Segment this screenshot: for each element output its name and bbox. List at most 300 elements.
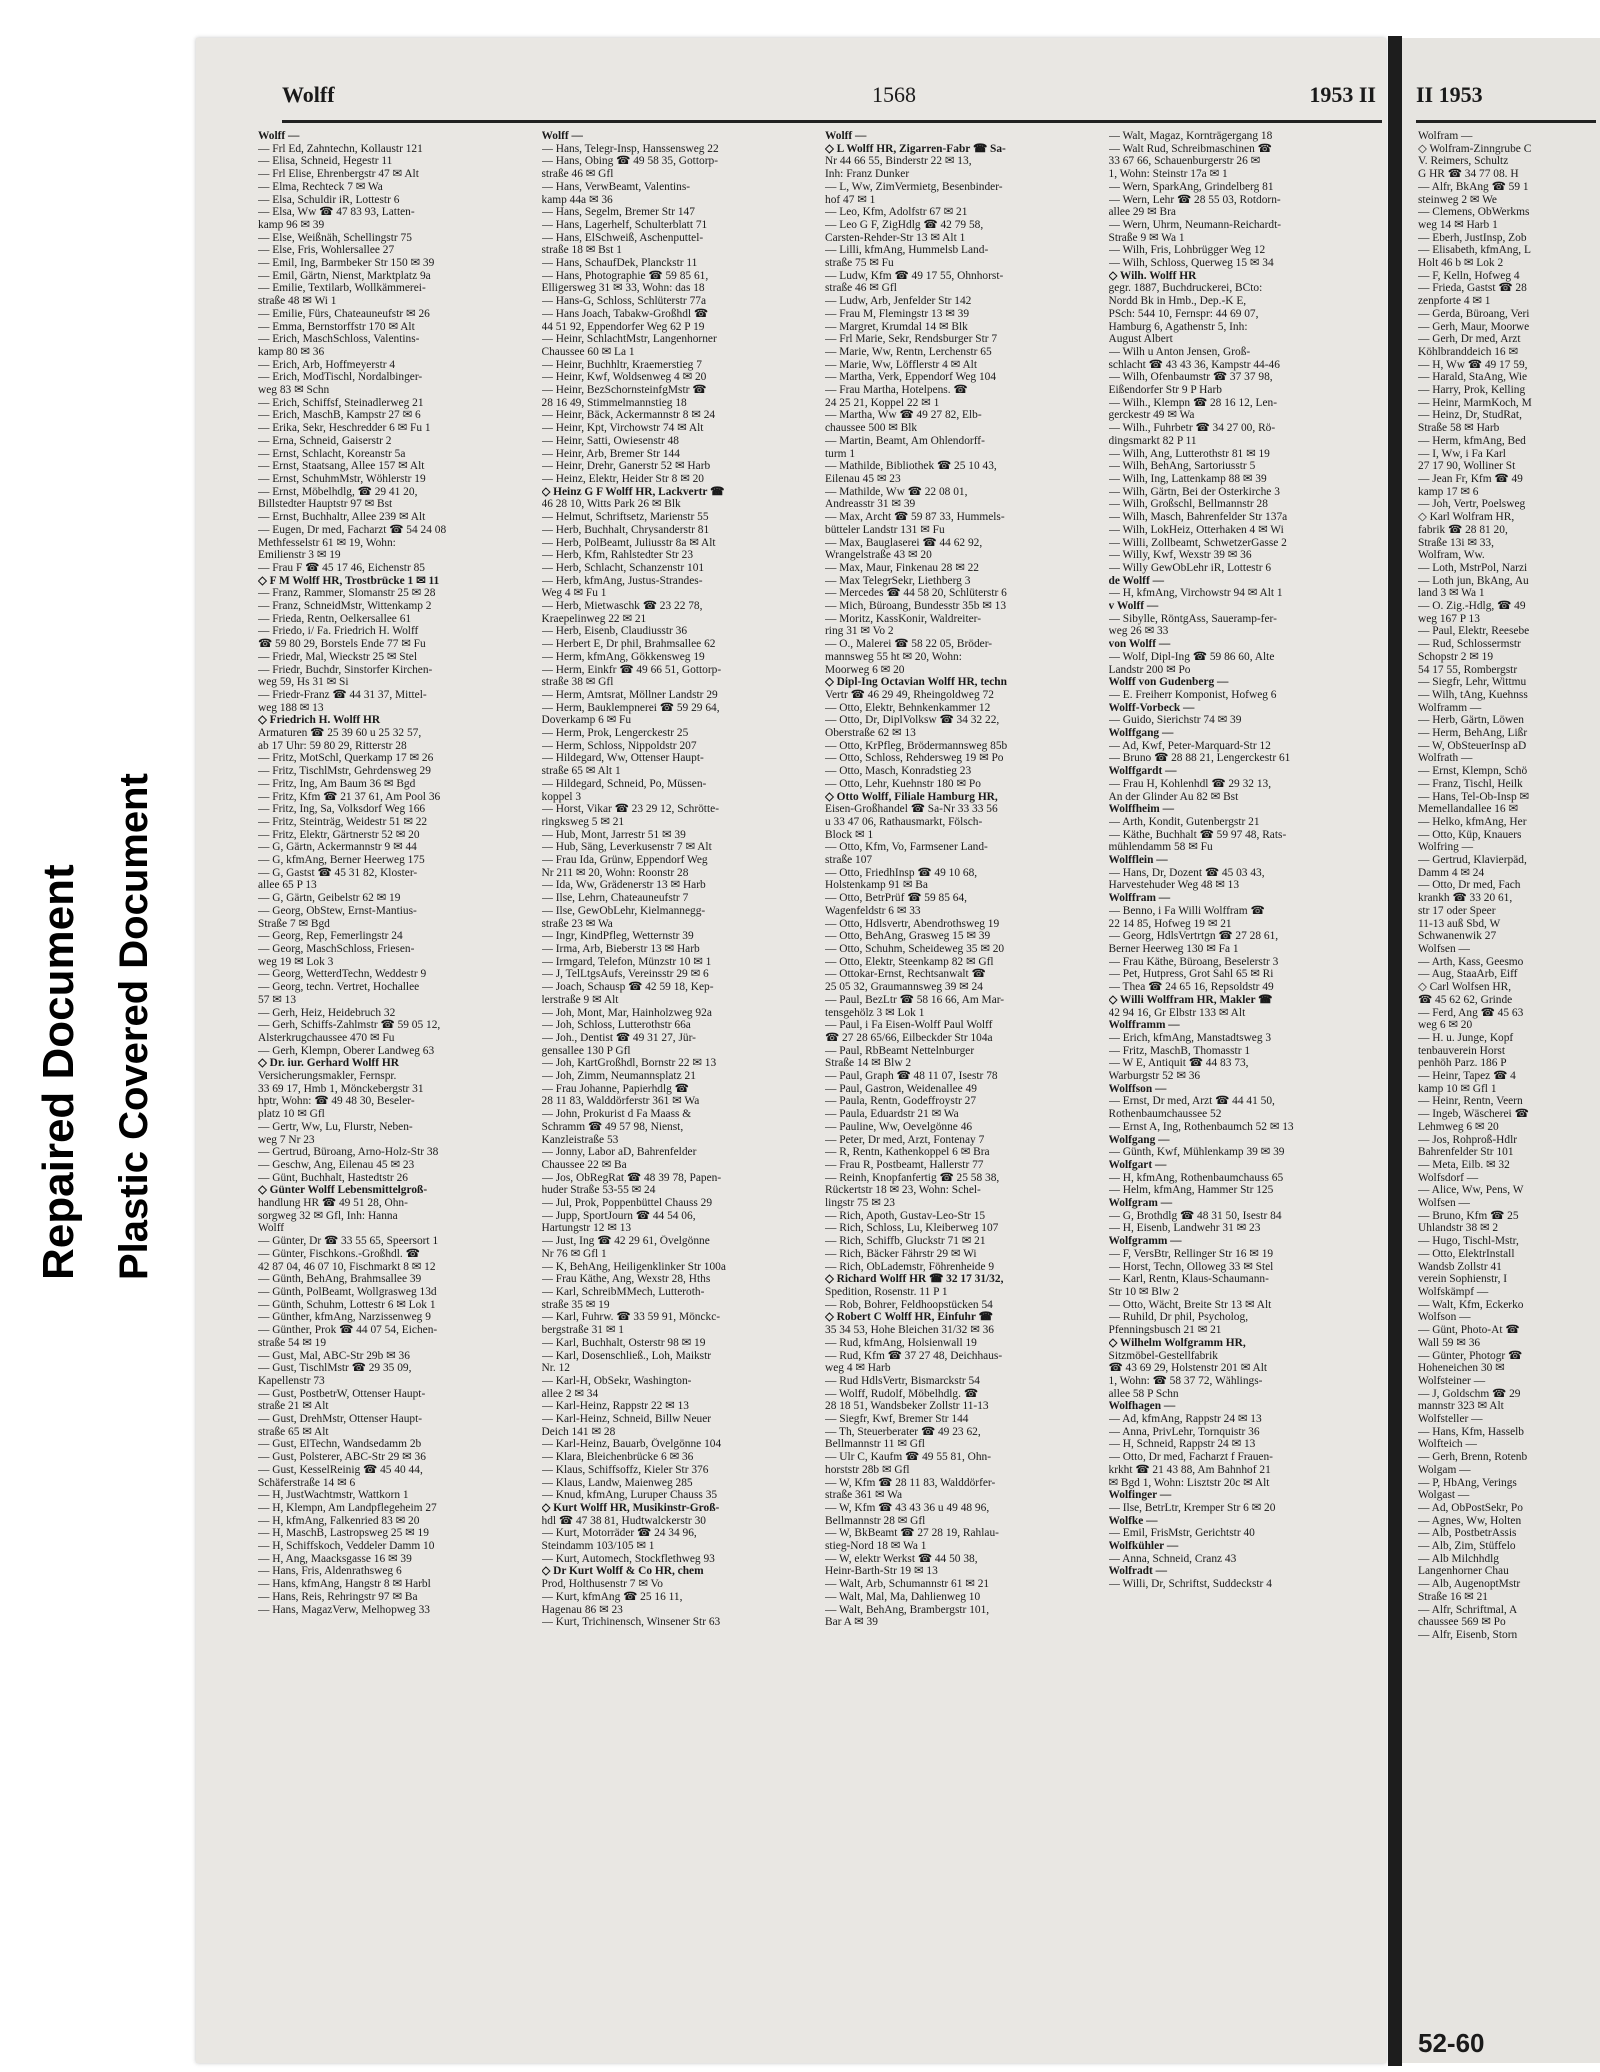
directory-entry: — Margret, Krumdal 14 ✉ Blk	[825, 320, 968, 333]
directory-entry: — Alfr, Eisenb, Storn	[1418, 1628, 1518, 1641]
directory-entry: Wolframm —	[1418, 701, 1482, 714]
directory-entry: Wolfson —	[1418, 1311, 1471, 1324]
directory-entry: — Hans, Fris, Aldenrathsweg 6	[258, 1565, 402, 1578]
directory-entry: str 17 oder Speer	[1418, 904, 1496, 917]
directory-entry: 1, Wohn: Steinstr 17a ✉ 1	[1108, 168, 1228, 181]
directory-entry: — Paul, Elektr, Reesebe	[1418, 625, 1530, 638]
directory-entry: — W, Kfm ☎ 43 43 36 u 49 48 96,	[825, 1501, 990, 1514]
directory-entry: — Günter, Photogr ☎	[1418, 1349, 1523, 1362]
directory-entry: von Wolff —	[1108, 638, 1171, 651]
directory-entry: — Elisabeth, kfmAng, L	[1418, 244, 1531, 257]
running-head-year: 1953 II	[1309, 82, 1376, 107]
directory-entry: — W, ObSteuerInsp aD	[1418, 739, 1527, 752]
directory-entry: — Walt, Magaz, Kornträgergang 18	[1108, 130, 1273, 142]
directory-entry: — Karl, Dosenschließ., Loh, Maikstr	[541, 1349, 712, 1362]
directory-entry: weg 14 ✉ Harb 1	[1418, 218, 1498, 231]
directory-entry: Eilenau 45 ✉ 23	[825, 472, 901, 485]
directory-entry: Landstr 200 ✉ Po	[1108, 663, 1191, 676]
directory-entry: — Karl-Heinz, Rappstr 22 ✉ 13	[541, 1400, 689, 1413]
directory-entry: ☎ 43 69 29, Holstenstr 201 ✉ Alt	[1108, 1362, 1268, 1375]
directory-entry: — G, kfmAng, Berner Heerweg 175	[258, 854, 425, 867]
directory-entry: — Otto, Schloss, Rehdersweg 19 ✉ Po	[825, 752, 1004, 765]
directory-entry: — Frieda, Gastst ☎ 28	[1418, 282, 1527, 295]
directory-entry: Wolfrath —	[1418, 752, 1473, 765]
directory-entry: — Pet, Hutpress, Grot Sahl 65 ✉ Ri	[1108, 968, 1274, 981]
directory-entry: — Rich, Schiffb, Gluckstr 71 ✉ 21	[825, 1235, 986, 1248]
directory-entry: — Fritz, TischlMstr, Gehrdensweg 29	[258, 765, 431, 778]
directory-entry: — H, kfmAng, Falkenried 83 ✉ 20	[258, 1514, 420, 1527]
directory-entry: 22 14 85, Hofweg 19 ✉ 21	[1108, 917, 1232, 930]
directory-entry: — Alb, Zim, Stüffelo	[1418, 1540, 1516, 1553]
directory-entry: — Rich, Apoth, Gustav-Leo-Str 15	[825, 1209, 986, 1222]
directory-entry: — Georg, MaschSchloss, Friesen-	[258, 943, 415, 955]
directory-entry: — Harry, Prok, Kelling	[1418, 384, 1526, 397]
directory-entry: — Frl Marie, Sekr, Rendsburger Str 7	[825, 333, 998, 346]
directory-entry: — Otto, Dr, DiplVolksw ☎ 34 32 22,	[825, 714, 1000, 727]
directory-entry: weg 167 P 13	[1418, 612, 1480, 625]
directory-entry: — Ilse, BetrLtr, Kremper Str 6 ✉ 20	[1108, 1501, 1276, 1514]
directory-entry: ◇ Carl Wolfsen HR,	[1418, 981, 1512, 994]
directory-entry: ☎ 27 28 65/66, Eilbeckder Str 104a	[825, 1031, 993, 1044]
directory-entry: — Gerh, Heiz, Heidebruch 32	[258, 1006, 396, 1019]
directory-entry: — Helmut, Schriftsetz, Marienstr 55	[541, 511, 709, 524]
directory-entry: — Walt, Arb, Schumannstr 61 ✉ 21	[825, 1578, 990, 1591]
directory-entry: ☎ 45 62 62, Grinde	[1418, 993, 1513, 1006]
directory-entry: Warburgstr 52 ✉ 36	[1108, 1070, 1201, 1083]
directory-entry: — Günther, Prok ☎ 44 07 54, Eichen-	[258, 1324, 438, 1337]
directory-entry: — Käthe, Buchhalt ☎ 59 97 48, Rats-	[1108, 828, 1287, 841]
directory-entry: platz 10 ✉ Gfl	[258, 1108, 325, 1121]
directory-entry: — Wilh, Schloss, Querweg 15 ✉ 34	[1108, 257, 1274, 270]
directory-entry: — Joh, KartGroßhdl, Bornstr 22 ✉ 13	[541, 1057, 717, 1070]
directory-entry: — Georg, techn. Vertret, Hochallee	[258, 981, 420, 994]
directory-entry: — Else, Weißnäh, Schellingstr 75	[258, 231, 412, 244]
directory-entry: — Hugo, Tischl-Mstr,	[1418, 1235, 1519, 1248]
directory-entry: Spedition, Rosenstr. 11 P 1	[825, 1285, 948, 1298]
directory-entry: straße 46 ✉ Gfl	[541, 168, 614, 181]
directory-entry: ◇ Karl Wolfram HR,	[1418, 511, 1515, 524]
directory-column	[825, 130, 1101, 2050]
directory-entry: — Fritz, Elektr, Gärtnerstr 52 ✉ 20	[258, 828, 420, 841]
directory-entry: — Irma, Arb, Bieberstr 13 ✉ Harb	[541, 943, 700, 955]
directory-entry: — Heinr, SchlachtMstr, Langenhorner	[541, 333, 717, 346]
directory-entry: — Fritz, Steinträg, Weidestr 51 ✉ 22	[258, 815, 428, 828]
directory-entry: Wolff —	[541, 130, 583, 142]
directory-entry: — Franz, SchneidMstr, Wittenkamp 2	[258, 600, 432, 613]
directory-entry: Hamburg 6, Agathenstr 5, Inh:	[1108, 320, 1248, 333]
directory-entry: — Kurt, Motorräder ☎ 24 34 96,	[541, 1527, 697, 1540]
directory-entry: — Wilh., Klempn ☎ 28 16 12, Len-	[1108, 396, 1278, 409]
directory-entry: — Heinz, Elektr, Heider Str 8 ✉ 20	[541, 472, 705, 485]
directory-entry: — Kurt, kfmAng ☎ 25 16 11,	[541, 1590, 683, 1603]
directory-entry: 27 17 90, Wolliner St	[1418, 460, 1516, 473]
directory-entry: Straße 7 ✉ Bgd	[258, 917, 330, 930]
directory-entry: Harvestehuder Weg 48 ✉ 13	[1108, 879, 1240, 892]
directory-entry: Berner Heerweg 130 ✉ Fa 1	[1108, 943, 1239, 955]
directory-entry: weg 188 ✉ 13	[258, 701, 324, 714]
directory-entry: Wolfsen —	[1418, 943, 1470, 955]
directory-entry: — Herbert E, Dr phil, Brahmsallee 62	[541, 638, 716, 651]
directory-entry: — Friedo, i/ Fa. Friedrich H. Wolff	[258, 625, 419, 638]
directory-entry: — Alb, AugenoptMstr	[1418, 1578, 1521, 1591]
directory-entry: — Rich, ObLademstr, Föhrenheide 9	[825, 1260, 995, 1273]
directory-entry: Andreasstr 31 ✉ 39	[825, 498, 916, 511]
directory-entry: tensgehölz 3 ✉ Lok 1	[825, 1006, 925, 1019]
directory-entry: — Georg, HdlsVertrtgn ☎ 27 28 61,	[1108, 930, 1279, 943]
directory-entry: — Heinr, Kpt, Virchowstr 74 ✉ Alt	[541, 422, 704, 435]
directory-entry: schlacht ☎ 43 43 36, Kampstr 44-46	[1108, 358, 1280, 371]
directory-page	[196, 38, 1386, 2063]
directory-entry: — Wern, SparkAng, Grindelberg 81	[1108, 180, 1274, 193]
directory-entry: Kraepelinweg 22 ✉ 21	[541, 612, 647, 625]
directory-entry: — Fritz, MaschB, Thomasstr 1	[1108, 1044, 1251, 1057]
directory-entry: — Günth, Schuhm, Lottestr 6 ✉ Lok 1	[258, 1298, 436, 1311]
directory-entry: — Jos, Rohproß-Hdlr	[1418, 1133, 1518, 1146]
directory-entry: — Günth, PolBeamt, Wollgrasweg 13d	[258, 1285, 437, 1298]
directory-entry: — Paul, Gastron, Weidenallee 49	[825, 1082, 977, 1095]
directory-entry: — Günt, Photo-At ☎	[1418, 1324, 1520, 1337]
directory-entry: — Otto, Lehr, Kuehnstr 180 ✉ Po	[825, 777, 981, 790]
directory-entry: stieg-Nord 18 ✉ Wa 1	[825, 1540, 927, 1553]
directory-entry: — Loth, MstrPol, Narzi	[1418, 561, 1528, 574]
directory-entry: Wolfram, Ww.	[1418, 549, 1485, 562]
directory-entry: — Sibylle, RöntgAss, Saueramp-fer-	[1108, 612, 1277, 625]
directory-entry: — Heinr, Arb, Bremer Str 144	[541, 447, 680, 460]
directory-entry: — Wilh, Ing, Lattenkamp 88 ✉ 39	[1108, 472, 1267, 485]
directory-entry: — O., Malerei ☎ 58 22 05, Bröder-	[825, 638, 993, 651]
directory-entry: — Heinr, MarmKoch, M	[1418, 396, 1532, 409]
directory-entry: — H, JustWachtmstr, Wattkorn 1	[258, 1489, 409, 1502]
directory-entry: — Wilh, Großschl, Bellmannstr 28	[1108, 498, 1268, 511]
directory-entry: Wandsb Zollstr 41	[1418, 1260, 1502, 1273]
directory-entry: — Frau R, Postbeamt, Hallerstr 77	[825, 1158, 984, 1171]
page-gutter	[1388, 36, 1402, 2066]
directory-entry: gegr. 1887, Buchdruckerei, BCto:	[1108, 282, 1263, 295]
directory-entry: — Walt, Mal, Ma, Dahlienweg 10	[825, 1590, 981, 1603]
directory-entry: 28 18 51, Wandsbeker Zollstr 11-13	[825, 1400, 989, 1413]
directory-entry: Lehmweg 6 ✉ 20	[1418, 1120, 1499, 1133]
directory-entry: — Horst, Techn, Olloweg 33 ✉ Stel	[1108, 1260, 1274, 1273]
directory-entry: — Ulr C, Kaufm ☎ 49 55 81, Ohn-	[825, 1451, 992, 1464]
directory-entry: Holstenkamp 91 ✉ Ba	[825, 879, 928, 892]
directory-entry: Wolfgram —	[1108, 1197, 1173, 1210]
directory-entry: — Herb, Mietwaschk ☎ 23 22 78,	[541, 600, 703, 613]
directory-entry: — John, Prokurist d Fa Maass &	[541, 1108, 692, 1121]
directory-entry: — Rich, Schloss, Lu, Kleiberweg 107	[825, 1222, 999, 1235]
directory-entry: — Otto, BetrPrüf ☎ 59 85 64,	[825, 892, 968, 905]
directory-entry: — Franz, Rammer, Slomanstr 25 ✉ 28	[258, 587, 436, 600]
directory-entry: — Hans, SchaufDek, Planckstr 11	[541, 257, 698, 270]
directory-entry: allee 2 ✉ 34	[541, 1387, 599, 1400]
directory-entry: — Joh, Zimm, Neumannsplatz 21	[541, 1070, 696, 1083]
directory-entry: — Frau Martha, Hotelpens. ☎	[825, 384, 968, 397]
directory-entry: Nr 211 ✉ 20, Wohn: Roonstr 28	[541, 866, 689, 879]
directory-entry: Bellmannstr 28 ✉ Gfl	[825, 1514, 926, 1527]
directory-entry: — O. Zig.-Hdlg, ☎ 49	[1418, 600, 1526, 613]
directory-entry: Nordd Bk in Hmb., Dep.-K E,	[1108, 295, 1247, 308]
directory-entry: — Frau H, Kohlenhdl ☎ 29 32 13,	[1108, 777, 1272, 790]
directory-entry: — Gust, ElTechn, Wandsedamm 2b	[258, 1438, 422, 1451]
directory-entry: — Paul, RbBeamt Nettelnburger	[825, 1044, 975, 1057]
directory-entry: — Herm, BehAng, Lißr	[1418, 727, 1528, 740]
directory-entry: — Fritz, MotSchl, Querkamp 17 ✉ 26	[258, 752, 434, 765]
directory-entry: Pfenningsbusch 21 ✉ 21	[1108, 1324, 1222, 1337]
directory-entry: ◇ Wolfram-Zinngrube C	[1418, 142, 1532, 155]
directory-entry: straße 65 ✉ Alt	[258, 1425, 329, 1438]
directory-entry: — Martha, Verk, Eppendorf Weg 104	[825, 371, 997, 384]
directory-entry: de Wolff —	[1108, 574, 1164, 587]
directory-entry: Schäferstraße 14 ✉ 6	[258, 1476, 356, 1489]
directory-entry: — Pauline, Ww, Oevelgönne 46	[825, 1120, 973, 1133]
directory-entry: — Paula, Eduardstr 21 ✉ Wa	[825, 1108, 959, 1121]
directory-entry: — Helko, kfmAng, Her	[1418, 815, 1527, 828]
directory-entry: — Hans, Reis, Rehringstr 97 ✉ Ba	[258, 1590, 418, 1603]
directory-entry: — Wilh, Masch, Bahrenfelder Str 137a	[1108, 511, 1288, 524]
directory-entry: ◇ Robert C Wolff HR, Einfuhr ☎	[825, 1311, 993, 1324]
directory-entry: — Franz, Tischl, Heilk	[1418, 777, 1523, 790]
directory-entry: — Ottokar-Ernst, Rechtsanwalt ☎	[825, 968, 986, 981]
directory-entry: Wolfgang —	[1108, 1133, 1170, 1146]
directory-entry: ◇ Wilh. Wolff HR	[1108, 269, 1197, 282]
directory-entry: — Erich, kfmAng, Manstadtsweg 3	[1108, 1031, 1272, 1044]
directory-entry: — F, Kelln, Hofweg 4	[1418, 269, 1520, 282]
directory-entry: straße 65 ✉ Alt 1	[541, 765, 621, 778]
directory-entry: ◇ Richard Wolff HR ☎ 32 17 31/32,	[825, 1273, 1004, 1286]
directory-entry: ◇ Friedrich H. Wolff HR	[258, 714, 381, 727]
directory-entry: — Joh, Schloss, Lutterothstr 66a	[541, 1019, 691, 1032]
directory-entry: — Hans, Telegr-Insp, Hanssensweg 22	[541, 142, 719, 155]
directory-entry: chaussee 569 ✉ Po	[1418, 1616, 1506, 1629]
directory-entry: weg 19 ✉ Lok 3	[258, 955, 334, 968]
directory-entry: — G, Gastst ☎ 45 31 82, Kloster-	[258, 866, 418, 879]
directory-entry: Straße 14 ✉ Blw 2	[825, 1057, 912, 1070]
directory-entry: weg 6 ✉ 20	[1418, 1019, 1473, 1032]
directory-entry: — Georg, WetterdTechn, Weddestr 9	[258, 968, 427, 981]
directory-entry: — Walt, BehAng, Brambergstr 101,	[825, 1603, 990, 1616]
directory-entry: — Otto, BehAng, Grasweg 15 ✉ 39	[825, 930, 991, 943]
directory-entry: 33 67 66, Schauenburgerstr 26 ✉	[1108, 155, 1261, 168]
directory-entry: — Elsa, Schuldir iR, Lottestr 6	[258, 193, 400, 206]
directory-entry: — Jul, Prok, Poppenbüttel Chauss 29	[541, 1197, 713, 1210]
directory-entry: — Klaus, Landw, Maienweg 285	[541, 1476, 693, 1489]
directory-entry: — Heinr, BezSchornsteinfgMstr ☎	[541, 384, 707, 397]
directory-entry: kamp 44a ✉ 36	[541, 193, 613, 206]
directory-entry: Wall 59 ✉ 36	[1418, 1336, 1481, 1349]
directory-entry: — Herm, Schloss, Nippoldstr 207	[541, 739, 697, 752]
directory-entry: Billstedter Hauptstr 97 ✉ Bst	[258, 498, 393, 511]
directory-entry: — Hans, Dr, Dozent ☎ 45 03 43,	[1108, 866, 1265, 879]
directory-entry: — Otto, Elektr, Behnkenkammer 12	[825, 701, 991, 714]
directory-entry: — Rud, kfmAng, Holsienwall 19	[825, 1336, 977, 1349]
directory-entry: Nr. 12	[541, 1362, 570, 1375]
directory-entry: Wolfgart —	[1108, 1158, 1167, 1171]
directory-entry: — Leo, Kfm, Adolfstr 67 ✉ 21	[825, 206, 968, 219]
directory-entry: straße 107	[825, 854, 873, 867]
directory-entry: — Otto, Dr med, Facharzt f Frauen-	[1108, 1451, 1273, 1464]
directory-entry: — Otto, ElektrInstall	[1418, 1247, 1515, 1260]
directory-entry: — Günt, Buchhalt, Hastedtstr 26	[258, 1171, 408, 1184]
directory-entry: — Aug, StaaArb, Eiff	[1418, 968, 1518, 981]
directory-entry: — Geschw, Ang, Eilenau 45 ✉ 23	[258, 1158, 415, 1171]
directory-entry: ab 17 Uhr: 59 80 29, Ritterstr 28	[258, 739, 407, 752]
directory-entry: — Otto, Masch, Konradstieg 23	[825, 765, 972, 778]
directory-entry: bergstraße 31 ✉ 1	[541, 1324, 624, 1337]
directory-entry: — Frau Käthe, Büroang, Beselerstr 3	[1108, 955, 1279, 968]
directory-entry: — Heinz, Dr, StudRat,	[1418, 409, 1522, 422]
directory-entry: Wolff von Gudenberg —	[1108, 676, 1229, 689]
directory-entry: — Wilh, Fris, Lohbrügger Weg 12	[1108, 244, 1266, 257]
directory-entry: — Siegfr, Kwf, Bremer Str 144	[825, 1413, 969, 1426]
directory-entry: — Herm, kfmAng, Bed	[1418, 434, 1526, 447]
directory-entry: — Gertr, Ww, Lu, Flurstr, Neben-	[258, 1120, 413, 1133]
directory-entry: Damm 4 ✉ 24	[1418, 866, 1485, 879]
directory-entry: kamp 17 ✉ 6	[1418, 485, 1479, 498]
directory-entry: Versicherungsmakler, Fernspr.	[258, 1070, 397, 1083]
directory-entry: — Just, Ing ☎ 42 29 61, Övelgönne	[541, 1235, 710, 1248]
directory-entry: — Günter, Dr ☎ 33 55 65, Speersort 1	[258, 1235, 439, 1248]
directory-entry: — R, Rentn, Kathenkoppel 6 ✉ Bra	[825, 1146, 990, 1159]
document-stamp	[0, 773, 170, 1300]
directory-entry: — Ilse, GewObLehr, Kielmannegg-	[541, 904, 706, 917]
directory-entry: — Rich, Bäcker Fährstr 29 ✉ Wi	[825, 1247, 977, 1260]
directory-entry: — Karl, Buchhalt, Osterstr 98 ✉ 19	[541, 1336, 706, 1349]
directory-entry: — Bruno, Kfm ☎ 25	[1418, 1209, 1519, 1222]
directory-entry: ◇ F M Wolff HR, Trostbrücke 1 ✉ 11	[258, 574, 440, 587]
directory-entry: — Knud, kfmAng, Luruper Chauss 35	[541, 1489, 718, 1502]
directory-entry: — Wilh, Ofenbaumstr ☎ 37 37 98,	[1108, 371, 1273, 384]
directory-entry: Bar A ✉ 39	[825, 1616, 878, 1629]
directory-entry: An der Glinder Au 82 ✉ Bst	[1108, 790, 1239, 803]
directory-entry: koppel 3	[541, 790, 582, 803]
directory-entry: — Martha, Ww ☎ 49 27 82, Elb-	[825, 409, 982, 422]
directory-entry: — Benno, i Fa Willi Wolffram ☎	[1108, 904, 1265, 917]
directory-entry: Str 10 ✉ Blw 2	[1108, 1285, 1179, 1298]
directory-entry: krankh ☎ 33 20 61,	[1418, 892, 1513, 905]
directory-entry: Straße 13i ✉ 33,	[1418, 536, 1494, 549]
directory-entry: — Friedr, Mal, Wieckstr 25 ✉ Stel	[258, 650, 418, 663]
directory-entry: — Emilie, Fürs, Chateauneufstr ✉ 26	[258, 307, 430, 320]
directory-entry: — Otto, Hdlsvertr, Abendrothsweg 19	[825, 917, 1000, 930]
directory-entry: Rothenbaumchaussee 52	[1108, 1108, 1222, 1121]
directory-entry: — Hildegard, Schneid, Po, Müssen-	[541, 777, 707, 790]
directory-entry: — W, BkBeamt ☎ 27 28 19, Rahlau-	[825, 1527, 999, 1540]
directory-entry: — Herb, kfmAng, Justus-Strandes-	[541, 574, 703, 587]
directory-entry: — Gerh, Dr med, Arzt	[1418, 333, 1521, 346]
directory-entry: Kapellenstr 73	[258, 1374, 325, 1387]
directory-entry: — Frau Ida, Grünw, Eppendorf Weg	[541, 854, 708, 867]
directory-entry: weg 26 ✉ 33	[1108, 625, 1169, 638]
directory-entry: ◇ L Wolff HR, Zigarren-Fabr ☎ Sa-	[825, 142, 1006, 155]
directory-entry: — Günther, kfmAng, Narzissenweg 9	[258, 1311, 431, 1324]
directory-entry: straße 75 ✉ Fu	[825, 257, 894, 270]
directory-entry: — Hub, Mont, Jarrestr 51 ✉ 39	[541, 828, 686, 841]
directory-entry: hof 47 ✉ 1	[825, 193, 876, 206]
directory-entry: Wolfinger —	[1108, 1489, 1172, 1502]
directory-entry: Uhlandstr 38 ✉ 2	[1418, 1222, 1499, 1235]
directory-entry: Bahrenfelder Str 101	[1418, 1146, 1514, 1159]
directory-entry: huder Straße 53-55 ✉ 24	[541, 1184, 656, 1197]
directory-entry: — Ida, Ww, Grädenerstr 13 ✉ Harb	[541, 879, 706, 892]
directory-entry: — Wilh, LokHeiz, Otterhaken 4 ✉ Wi	[1108, 523, 1284, 536]
directory-entry: — Otto, Elektr, Steenkamp 82 ✉ Gfl	[825, 955, 994, 968]
directory-columns	[258, 130, 1384, 2050]
directory-entry: — Arth, Kondit, Gutenbergstr 21	[1108, 815, 1260, 828]
directory-entry: — Anna, PrivLehr, Tornquistr 36	[1108, 1425, 1260, 1438]
directory-entry: — Wolff, Rudolf, Möbelhdlg. ☎	[825, 1387, 979, 1400]
directory-entry: — Herb, PolBeamt, Juliusstr 8a ✉ Alt	[541, 536, 716, 549]
directory-entry: — Otto, Wächt, Breite Str 13 ✉ Alt	[1108, 1298, 1272, 1311]
directory-entry: — Heinr, Bäck, Ackermannstr 8 ✉ 24	[541, 409, 716, 422]
directory-entry: Wolfsteller —	[1418, 1413, 1483, 1426]
directory-entry: — Joh, Mont, Mar, Hainholzweg 92a	[541, 1006, 712, 1019]
directory-entry: — Mercedes ☎ 44 58 20, Schlüterstr 6	[825, 587, 1007, 600]
directory-entry: — Gust, TischlMstr ☎ 29 35 09,	[258, 1362, 412, 1375]
directory-entry: Heinr-Barth-Str 19 ✉ 13	[825, 1565, 938, 1578]
directory-entry: Moorweg 6 ✉ 20	[825, 663, 905, 676]
directory-entry: — Ernst A, Ing, Rothenbaumch 52 ✉ 13	[1108, 1120, 1294, 1133]
directory-entry: Schwanenwik 27	[1418, 930, 1497, 943]
directory-entry: August Albert	[1108, 333, 1173, 346]
directory-entry: — Gerh, Schiffs-Zahlmstr ☎ 59 05 12,	[258, 1019, 441, 1032]
directory-entry: Wolfsen —	[1418, 1197, 1470, 1210]
directory-entry: Nr 44 66 55, Binderstr 22 ✉ 13,	[825, 155, 972, 168]
adjacent-page-footer: 52-60	[1418, 2028, 1485, 2058]
directory-entry: — Rud, Schlossermstr	[1418, 638, 1521, 651]
directory-entry: — Willi, Dr, Schriftst, Suddeckstr 4	[1108, 1578, 1272, 1591]
directory-entry: — Walt, Kfm, Eckerko	[1418, 1298, 1524, 1311]
directory-entry: — Emilie, Textilarb, Wollkämmerei-	[258, 282, 426, 295]
running-head-name: Wolff	[282, 82, 335, 107]
directory-entry: Wolff —	[825, 130, 867, 142]
directory-entry: — Wern, Uhrm, Neumann-Reichardt-	[1108, 218, 1282, 231]
directory-entry: Kanzleistraße 53	[541, 1133, 619, 1146]
directory-entry: dingsmarkt 82 P 11	[1108, 434, 1197, 447]
directory-entry: Eisen-Großhandel ☎ Sa-Nr 33 33 56	[825, 803, 998, 816]
directory-entry: Wolfring —	[1418, 841, 1474, 854]
directory-entry: — Frau Johanne, Papierhdlg ☎	[541, 1082, 689, 1095]
directory-entry: — Ruhild, Dr phil, Psycholog,	[1108, 1311, 1249, 1324]
directory-entry: — Heinr, Tapez ☎ 4	[1418, 1070, 1516, 1083]
directory-entry: lingstr 75 ✉ 23	[825, 1197, 895, 1210]
directory-entry: — Erich, Schiffsf, Steinadlerweg 21	[258, 396, 424, 409]
directory-entry: straße 54 ✉ 19	[258, 1336, 327, 1349]
directory-entry: straße 46 ✉ Gfl	[825, 282, 897, 295]
adjacent-page-column	[1418, 130, 1600, 1642]
directory-entry: — Ernst, SchuhmMstr, Wöhlerstr 19	[258, 472, 426, 485]
directory-entry: — Walt Rud, Schreibmaschinen ☎	[1108, 142, 1272, 155]
directory-entry: hdl ☎ 47 38 81, Hudtwalckerstr 30	[541, 1514, 706, 1527]
directory-entry: — Hans, MagazVerw, Melhopweg 33	[258, 1603, 430, 1616]
directory-entry: — Frl Ed, Zahntechn, Kollaustr 121	[258, 142, 423, 155]
stamp-repaired-label: Repaired Document	[34, 864, 83, 1280]
directory-entry: — Hildegard, Ww, Ottenser Haupt-	[541, 752, 704, 765]
directory-entry: — Otto, Küp, Knauers	[1418, 828, 1522, 841]
directory-entry: 28 16 49, Stimmelmannstieg 18	[541, 396, 687, 409]
directory-entry: — Hans, VerwBeamt, Valentins-	[541, 180, 691, 193]
directory-entry: Hagenau 86 ✉ 23	[541, 1603, 623, 1616]
directory-entry: — E. Freiherr Komponist, Hofweg 6	[1108, 688, 1277, 701]
directory-entry: handlung HR ☎ 49 51 28, Ohn-	[258, 1197, 408, 1210]
directory-entry: — W, elektr Werkst ☎ 44 50 38,	[825, 1552, 978, 1565]
directory-entry: — H, MaschB, Lastropsweg 25 ✉ 19	[258, 1527, 429, 1540]
directory-entry: — Willi, Zollbeamt, SchwetzerGasse 2	[1108, 536, 1287, 549]
directory-entry: tenbauverein Horst	[1418, 1044, 1505, 1057]
directory-entry: 42 94 16, Gr Elbstr 133 ✉ Alt	[1108, 1006, 1246, 1019]
directory-entry: — Rud, Kfm ☎ 37 27 48, Deichhaus-	[825, 1349, 1003, 1362]
directory-entry: — Lilli, kfmAng, Hummelsb Land-	[825, 244, 989, 257]
directory-entry: Wrangelstraße 43 ✉ 20	[825, 549, 932, 562]
directory-entry: — Joach, Schausp ☎ 42 59 18, Kep-	[541, 981, 714, 994]
